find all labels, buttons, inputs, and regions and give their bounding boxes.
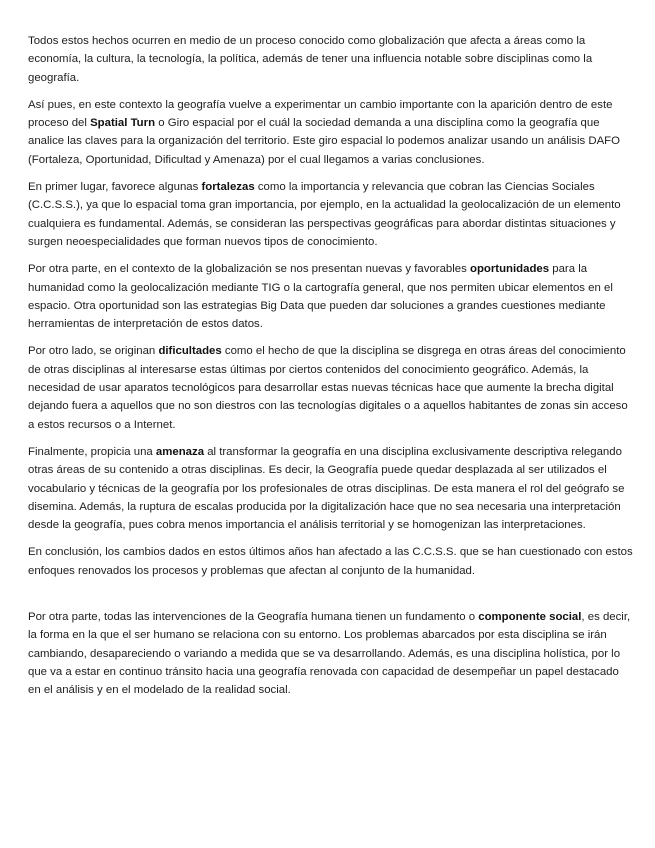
text-run: Por otro lado, se originan [28, 345, 159, 358]
paragraph-globalizacion [28, 32, 634, 87]
paragraph-fortalezas [28, 178, 634, 251]
text-run: o Giro espacial por el cuál la sociedad demanda a una disciplina como la geografía que analice las claves para la organización del territorio. Este giro espacial lo podemos analizar usando un análisis DAFO (Fortaleza, Oportunidad, Dificultad y Amenaza) por el cual llegamos a varias conclusiones. [28, 117, 620, 166]
text-run: En conclusión, los cambios dados en estos últimos años han afectado a las C.C.S.S. que se han cuestionado con estos enfoques renovados los procesos y problemas que afectan al conjunto de la humanidad. [28, 546, 633, 577]
text-run: como el hecho de que la disciplina se disgrega en otras áreas del conocimiento de otras disciplinas al interesarse estas últimas por ciertos contenidos del conocimiento geográfico. Además, la necesidad de usar aparatos tecnológicos para desarrollar estas nuevas técnicas hace que aumente la brecha digital dejando fuera a aquellos que no son diestros con las tecnologías digitales o a aquellos habitantes de zonas sin acceso a estos recursos o a Internet. [28, 345, 628, 431]
paragraph-conclusion [28, 543, 634, 580]
document-page [28, 32, 634, 709]
bold-term-fortalezas: fortalezas [201, 181, 255, 194]
text-run: Por otra parte, todas las intervenciones de la Geografía humana tienen un fundamento o [28, 611, 479, 624]
text-run: como la importancia y relevancia que cobran las Ciencias Sociales (C.C.S.S.), ya que lo espacial toma gran importancia, por ejemplo, en la actualidad la geolocalización de un elemento cualquiera es fundamental. Además, se consideran las perspectivas geográficas para abordar distintas situaciones y surgen neoespecialidades que forman nuevos tipos de conocimiento. [28, 181, 621, 248]
text-run: al transformar la geografía en una disciplina exclusivamente descriptiva relegando otras áreas de su contenido a otras disciplinas. Es decir, la Geografía puede quedar desplazada al ser utilizados el vocabulario y técnicas de la geografía por los profesionales de otras disciplinas. De esta manera el rol del geógrafo se disemina. Además, la ruptura de escalas producida por la digitalización hace que no sea necesaria una interpretación desde la geografía, pues cobra menos importancia el análisis territorial y se homogenizan las interpretaciones. [28, 445, 625, 532]
paragraph-dificultades [28, 342, 634, 433]
paragraph-spatial-turn [28, 96, 634, 169]
bold-term-oportunidades: oportunidades [469, 263, 550, 276]
text-run: Finalmente, propicia una [28, 445, 156, 458]
text-run: para la humanidad como la geolocalización mediante TIG o la cartografía general, que nos permiten ubicar elementos en el espacio. Otra oportunidad son las estrategias Big Data que pueden dar soluciones a grandes cuestiones mediante herramientas de interpretación de estos datos. [28, 263, 613, 331]
text-run: , es decir, la forma en la que el ser humano se relaciona con su entorno. Los problemas abarcados por esta disciplina se irán cambiando, desapareciendo o variando a medida que se va desarrollando. Además, es una disciplina holística, por lo que va a estar en continuo tránsito hacia una geografía renovada con capacidad de desempeñar un papel destacado en el análisis y en el modelado de la realidad social. [28, 611, 631, 697]
paragraph-componente-social [28, 608, 634, 699]
text-run: Por otra parte, en el contexto de la globalización se nos presentan nuevas y favorables [28, 263, 470, 276]
bold-term-dificultades: dificultades [158, 345, 222, 358]
text-run: En primer lugar, favorece algunas [28, 181, 202, 194]
bold-term-componente-social: componente social [478, 611, 582, 624]
bold-term-amenaza: amenaza [155, 445, 205, 458]
bold-term-spatial-turn: Spatial Turn [90, 117, 156, 130]
text-run: Todos estos hechos ocurren en medio de un proceso conocido como globalización que afecta a áreas como la economía, la cultura, la tecnología, la política, además de tener una influencia notable sobre disciplinas como la geografía. [28, 35, 593, 84]
text-run: Así pues, en este contexto la geografía vuelve a experimentar un cambio importante con la aparición dentro de este proceso del [28, 98, 613, 130]
paragraph-amenaza [28, 443, 634, 534]
paragraph-oportunidades [28, 260, 634, 333]
